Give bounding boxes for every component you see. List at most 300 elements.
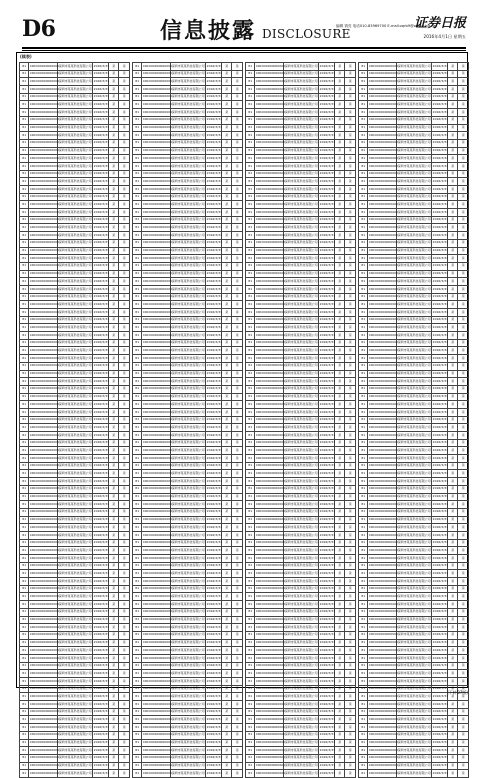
- table-cell: 深圳市某某科技有限公司: [284, 293, 319, 301]
- table-cell: 81: [20, 355, 29, 363]
- table-cell: CRC000000000000: [29, 731, 58, 739]
- table-cell: 是: [221, 393, 231, 401]
- table-cell: 是: [458, 370, 469, 378]
- table-cell: 深圳市某某科技有限公司: [284, 639, 319, 647]
- table-cell: 是: [221, 101, 231, 109]
- table-cell: 81: [359, 539, 368, 547]
- table-cell: CRC000000000000: [29, 355, 58, 363]
- table-cell: 是: [458, 209, 469, 217]
- table-cell: CRC000000000000: [29, 601, 58, 609]
- table-cell: 深圳市某某科技有限公司: [171, 270, 206, 278]
- table-cell: 是: [108, 116, 118, 124]
- table-cell: 深圳市某某科技有限公司: [171, 455, 206, 463]
- table-cell: CRC000000000000: [142, 678, 171, 686]
- table-row: [246, 347, 356, 355]
- table-cell: 是: [232, 562, 243, 570]
- table-cell: 深圳市某某科技有限公司: [58, 693, 93, 701]
- table-cell: 是: [232, 355, 243, 363]
- table-cell: 深圳市某某科技有限公司: [58, 63, 93, 71]
- table-cell: CRC000000000000: [142, 262, 171, 270]
- table-cell: 是: [108, 762, 118, 770]
- table-cell: 是: [232, 678, 243, 686]
- table-cell: 是: [108, 670, 118, 678]
- table-cell: 81: [246, 670, 255, 678]
- table-cell: 2016/3/31: [206, 708, 222, 716]
- table-cell: 是: [119, 101, 130, 109]
- table-cell: 2016/3/31: [206, 631, 222, 639]
- table-row: [20, 201, 130, 209]
- table-cell: 81: [133, 147, 142, 155]
- table-cell: 是: [458, 78, 469, 86]
- table-cell: 2016/3/31: [319, 585, 335, 593]
- table-cell: 是: [334, 93, 344, 101]
- table-cell: 81: [20, 393, 29, 401]
- table-cell: 深圳市某某科技有限公司: [58, 685, 93, 693]
- table-cell: 2016/3/31: [93, 170, 109, 178]
- table-cell: CRC000000000000: [255, 316, 284, 324]
- table-cell: 深圳市某某科技有限公司: [397, 424, 432, 432]
- table-cell: CRC000000000000: [368, 193, 397, 201]
- table-row: [359, 608, 469, 616]
- table-cell: 2016/3/31: [206, 547, 222, 555]
- table-cell: 深圳市某某科技有限公司: [284, 70, 319, 78]
- table-cell: 深圳市某某科技有限公司: [171, 239, 206, 247]
- table-cell: 是: [108, 270, 118, 278]
- table-cell: 81: [246, 209, 255, 217]
- table-cell: 是: [345, 424, 356, 432]
- table-cell: 是: [447, 332, 457, 340]
- table-cell: 2016/3/31: [93, 393, 109, 401]
- table-cell: 81: [133, 770, 142, 778]
- table-cell: 是: [221, 516, 231, 524]
- table-cell: 2016/3/31: [432, 539, 448, 547]
- table-cell: 81: [133, 116, 142, 124]
- table-cell: 2016/3/31: [206, 654, 222, 662]
- table-cell: 2016/3/31: [93, 455, 109, 463]
- table-cell: 2016/3/31: [93, 593, 109, 601]
- table-cell: 是: [232, 408, 243, 416]
- table-cell: CRC000000000000: [368, 101, 397, 109]
- table-cell: 81: [359, 247, 368, 255]
- table-cell: CRC000000000000: [142, 539, 171, 547]
- table-cell: 是: [334, 601, 344, 609]
- table-cell: CRC000000000000: [142, 708, 171, 716]
- table-cell: CRC000000000000: [255, 593, 284, 601]
- table-cell: 深圳市某某科技有限公司: [284, 747, 319, 755]
- table-cell: 81: [20, 647, 29, 655]
- table-cell: CRC000000000000: [255, 631, 284, 639]
- table-cell: 是: [108, 78, 118, 86]
- table-cell: 深圳市某某科技有限公司: [58, 155, 93, 163]
- table-cell: 是: [119, 224, 130, 232]
- table-cell: 是: [345, 262, 356, 270]
- table-cell: CRC000000000000: [29, 462, 58, 470]
- table-cell: 是: [119, 678, 130, 686]
- table-cell: 81: [359, 139, 368, 147]
- table-cell: 81: [359, 285, 368, 293]
- table-cell: 81: [359, 86, 368, 94]
- table-cell: 81: [133, 63, 142, 71]
- table-cell: CRC000000000000: [142, 293, 171, 301]
- table-cell: 深圳市某某科技有限公司: [171, 347, 206, 355]
- table-row: [20, 462, 130, 470]
- table-cell: 81: [246, 301, 255, 309]
- table-cell: CRC000000000000: [29, 201, 58, 209]
- table-cell: 81: [359, 401, 368, 409]
- table-cell: 深圳市某某科技有限公司: [397, 155, 432, 163]
- table-cell: 是: [232, 770, 243, 778]
- table-row: [20, 124, 130, 132]
- table-cell: 是: [221, 309, 231, 317]
- table-cell: CRC000000000000: [368, 724, 397, 732]
- table-cell: 是: [447, 631, 457, 639]
- table-cell: 深圳市某某科技有限公司: [58, 708, 93, 716]
- table-cell: 是: [221, 624, 231, 632]
- table-cell: 是: [221, 132, 231, 140]
- table-cell: 是: [345, 747, 356, 755]
- table-cell: 81: [133, 531, 142, 539]
- table-cell: 是: [447, 293, 457, 301]
- table-cell: 81: [20, 670, 29, 678]
- data-table: [245, 62, 356, 778]
- table-cell: 深圳市某某科技有限公司: [171, 739, 206, 747]
- table-cell: 2016/3/31: [206, 155, 222, 163]
- table-cell: 是: [232, 378, 243, 386]
- table-cell: 2016/3/31: [432, 662, 448, 670]
- table-cell: 是: [447, 578, 457, 586]
- table-cell: 深圳市某某科技有限公司: [284, 109, 319, 117]
- table-cell: CRC000000000000: [255, 693, 284, 701]
- table-cell: 2016/3/31: [206, 332, 222, 340]
- table-cell: 深圳市某某科技有限公司: [284, 393, 319, 401]
- table-cell: 81: [133, 631, 142, 639]
- table-cell: 是: [334, 324, 344, 332]
- table-cell: 是: [221, 124, 231, 132]
- table-cell: 81: [133, 301, 142, 309]
- table-cell: 深圳市某某科技有限公司: [171, 547, 206, 555]
- table-cell: CRC000000000000: [255, 339, 284, 347]
- table-row: [246, 747, 356, 755]
- table-cell: 深圳市某某科技有限公司: [397, 178, 432, 186]
- table-cell: 2016/3/31: [432, 216, 448, 224]
- table-cell: 是: [447, 109, 457, 117]
- table-row: [359, 301, 469, 309]
- table-cell: 是: [232, 216, 243, 224]
- table-cell: 是: [108, 362, 118, 370]
- table-cell: 81: [359, 593, 368, 601]
- table-cell: 81: [359, 378, 368, 386]
- table-cell: 是: [232, 285, 243, 293]
- table-cell: CRC000000000000: [142, 216, 171, 224]
- table-cell: 2016/3/31: [432, 639, 448, 647]
- table-cell: 81: [20, 70, 29, 78]
- table-cell: 是: [458, 309, 469, 317]
- table-cell: CRC000000000000: [255, 601, 284, 609]
- table-row: [359, 654, 469, 662]
- table-cell: 81: [246, 401, 255, 409]
- table-cell: 深圳市某某科技有限公司: [171, 186, 206, 194]
- table-cell: 81: [20, 447, 29, 455]
- table-cell: CRC000000000000: [29, 508, 58, 516]
- table-cell: 深圳市某某科技有限公司: [397, 316, 432, 324]
- table-cell: 2016/3/31: [206, 624, 222, 632]
- table-row: [20, 770, 130, 778]
- table-cell: 是: [345, 485, 356, 493]
- table-row: [20, 116, 130, 124]
- table-row: [133, 624, 243, 632]
- table-cell: 是: [221, 455, 231, 463]
- table-row: [20, 255, 130, 263]
- table-cell: 2016/3/31: [432, 362, 448, 370]
- table-cell: 2016/3/31: [93, 401, 109, 409]
- table-cell: 是: [108, 255, 118, 263]
- table-cell: 深圳市某某科技有限公司: [284, 616, 319, 624]
- table-cell: 81: [133, 162, 142, 170]
- table-cell: 2016/3/31: [93, 424, 109, 432]
- table-cell: 2016/3/31: [432, 693, 448, 701]
- table-row: [246, 716, 356, 724]
- table-cell: 是: [232, 647, 243, 655]
- table-cell: 是: [108, 624, 118, 632]
- table-cell: 是: [119, 747, 130, 755]
- table-cell: 81: [20, 562, 29, 570]
- table-row: [246, 316, 356, 324]
- table-row: [133, 324, 243, 332]
- table-cell: 81: [133, 385, 142, 393]
- table-cell: 2016/3/31: [206, 285, 222, 293]
- continued-on-next-page: (下转D7版): [447, 690, 468, 695]
- table-cell: 是: [221, 754, 231, 762]
- table-cell: 是: [232, 508, 243, 516]
- table-cell: CRC000000000000: [29, 139, 58, 147]
- table-row: [359, 547, 469, 555]
- table-cell: 是: [334, 301, 344, 309]
- table-cell: CRC000000000000: [142, 416, 171, 424]
- table-cell: 深圳市某某科技有限公司: [284, 647, 319, 655]
- table-cell: 深圳市某某科技有限公司: [397, 508, 432, 516]
- table-cell: 深圳市某某科技有限公司: [171, 493, 206, 501]
- table-cell: CRC000000000000: [368, 631, 397, 639]
- table-cell: 是: [447, 708, 457, 716]
- table-cell: CRC000000000000: [255, 255, 284, 263]
- table-cell: 2016/3/31: [319, 124, 335, 132]
- table-cell: 是: [334, 309, 344, 317]
- table-cell: CRC000000000000: [142, 693, 171, 701]
- table-cell: 81: [133, 224, 142, 232]
- table-cell: 2016/3/31: [206, 255, 222, 263]
- table-cell: CRC000000000000: [142, 408, 171, 416]
- table-cell: 81: [246, 593, 255, 601]
- table-cell: 2016/3/31: [319, 362, 335, 370]
- table-cell: 2016/3/31: [93, 255, 109, 263]
- table-cell: 81: [359, 347, 368, 355]
- table-row: [20, 239, 130, 247]
- table-cell: 81: [20, 524, 29, 532]
- table-cell: 深圳市某某科技有限公司: [58, 408, 93, 416]
- table-cell: 深圳市某某科技有限公司: [284, 255, 319, 263]
- table-cell: 深圳市某某科技有限公司: [171, 570, 206, 578]
- table-cell: 是: [334, 362, 344, 370]
- table-cell: 是: [447, 155, 457, 163]
- table-cell: 深圳市某某科技有限公司: [284, 385, 319, 393]
- table-row: [133, 724, 243, 732]
- table-cell: 是: [232, 209, 243, 217]
- table-row: [20, 416, 130, 424]
- table-cell: 81: [359, 385, 368, 393]
- table-cell: 2016/3/31: [432, 262, 448, 270]
- table-cell: CRC000000000000: [368, 209, 397, 217]
- table-cell: 是: [334, 316, 344, 324]
- table-cell: CRC000000000000: [29, 639, 58, 647]
- table-cell: 深圳市某某科技有限公司: [171, 201, 206, 209]
- table-cell: CRC000000000000: [29, 63, 58, 71]
- table-row: [359, 309, 469, 317]
- table-cell: 81: [133, 662, 142, 670]
- table-row: [246, 770, 356, 778]
- table-cell: 是: [108, 662, 118, 670]
- table-cell: 2016/3/31: [432, 178, 448, 186]
- table-cell: 2016/3/31: [319, 109, 335, 117]
- table-cell: 深圳市某某科技有限公司: [171, 762, 206, 770]
- table-row: [246, 708, 356, 716]
- table-cell: 是: [221, 193, 231, 201]
- table-cell: 深圳市某某科技有限公司: [284, 670, 319, 678]
- table-cell: 是: [232, 116, 243, 124]
- table-cell: 是: [119, 316, 130, 324]
- table-cell: 是: [232, 531, 243, 539]
- table-cell: CRC000000000000: [368, 539, 397, 547]
- table-row: [246, 455, 356, 463]
- table-cell: 是: [447, 316, 457, 324]
- table-row: [133, 155, 243, 163]
- table-cell: 2016/3/31: [319, 70, 335, 78]
- table-cell: 深圳市某某科技有限公司: [171, 731, 206, 739]
- table-cell: CRC000000000000: [142, 547, 171, 555]
- table-row: [20, 332, 130, 340]
- table-cell: 是: [108, 439, 118, 447]
- table-cell: 81: [133, 370, 142, 378]
- table-cell: 是: [119, 309, 130, 317]
- table-cell: 2016/3/31: [432, 355, 448, 363]
- table-cell: 81: [133, 578, 142, 586]
- table-row: [359, 493, 469, 501]
- table-cell: 是: [334, 262, 344, 270]
- table-cell: 深圳市某某科技有限公司: [284, 739, 319, 747]
- table-cell: 深圳市某某科技有限公司: [284, 432, 319, 440]
- table-cell: CRC000000000000: [368, 378, 397, 386]
- table-cell: CRC000000000000: [255, 662, 284, 670]
- table-cell: 是: [119, 685, 130, 693]
- table-cell: 深圳市某某科技有限公司: [58, 647, 93, 655]
- table-cell: 深圳市某某科技有限公司: [58, 193, 93, 201]
- table-row: [133, 747, 243, 755]
- table-cell: 是: [232, 485, 243, 493]
- table-cell: 81: [246, 232, 255, 240]
- table-row: [359, 170, 469, 178]
- table-cell: 深圳市某某科技有限公司: [397, 747, 432, 755]
- table-row: [246, 670, 356, 678]
- table-cell: 是: [447, 624, 457, 632]
- table-row: [359, 186, 469, 194]
- table-row: [359, 224, 469, 232]
- table-cell: 是: [232, 362, 243, 370]
- table-cell: 2016/3/31: [93, 316, 109, 324]
- table-cell: CRC000000000000: [255, 408, 284, 416]
- table-cell: 是: [334, 432, 344, 440]
- table-cell: 是: [108, 347, 118, 355]
- table-cell: 深圳市某某科技有限公司: [397, 278, 432, 286]
- table-cell: 是: [334, 524, 344, 532]
- table-cell: 2016/3/31: [432, 516, 448, 524]
- table-cell: 2016/3/31: [319, 724, 335, 732]
- table-cell: 是: [458, 585, 469, 593]
- table-cell: 2016/3/31: [206, 324, 222, 332]
- table-cell: 深圳市某某科技有限公司: [397, 370, 432, 378]
- table-cell: CRC000000000000: [29, 708, 58, 716]
- table-cell: 81: [133, 570, 142, 578]
- table-cell: CRC000000000000: [255, 262, 284, 270]
- table-cell: 是: [108, 470, 118, 478]
- table-cell: 2016/3/31: [319, 162, 335, 170]
- table-cell: 深圳市某某科技有限公司: [58, 447, 93, 455]
- table-cell: 2016/3/31: [319, 147, 335, 155]
- table-cell: 是: [221, 201, 231, 209]
- table-cell: 81: [246, 693, 255, 701]
- table-cell: CRC000000000000: [29, 224, 58, 232]
- table-cell: 81: [246, 647, 255, 655]
- table-cell: 是: [334, 555, 344, 563]
- table-cell: 81: [246, 585, 255, 593]
- table-cell: 是: [221, 63, 231, 71]
- table-cell: 是: [334, 293, 344, 301]
- table-cell: 是: [447, 616, 457, 624]
- table-cell: 81: [246, 724, 255, 732]
- table-cell: 深圳市某某科技有限公司: [284, 731, 319, 739]
- table-cell: 是: [221, 86, 231, 94]
- table-cell: 深圳市某某科技有限公司: [171, 754, 206, 762]
- table-cell: 深圳市某某科技有限公司: [397, 493, 432, 501]
- table-cell: 是: [221, 370, 231, 378]
- table-cell: CRC000000000000: [368, 516, 397, 524]
- table-cell: 是: [345, 647, 356, 655]
- table-cell: 2016/3/31: [206, 662, 222, 670]
- table-cell: 是: [119, 739, 130, 747]
- table-cell: 深圳市某某科技有限公司: [58, 478, 93, 486]
- table-cell: 是: [334, 654, 344, 662]
- table-cell: 深圳市某某科技有限公司: [58, 270, 93, 278]
- table-cell: 是: [221, 485, 231, 493]
- table-cell: 2016/3/31: [206, 370, 222, 378]
- table-cell: 深圳市某某科技有限公司: [397, 701, 432, 709]
- table-cell: 是: [458, 355, 469, 363]
- table-cell: CRC000000000000: [368, 647, 397, 655]
- table-cell: 2016/3/31: [432, 316, 448, 324]
- table-cell: 2016/3/31: [319, 485, 335, 493]
- table-cell: CRC000000000000: [29, 401, 58, 409]
- table-cell: 是: [345, 678, 356, 686]
- table-cell: 是: [447, 739, 457, 747]
- table-row: [246, 678, 356, 686]
- table-cell: 深圳市某某科技有限公司: [284, 531, 319, 539]
- table-cell: 2016/3/31: [93, 547, 109, 555]
- table-cell: 81: [20, 585, 29, 593]
- table-cell: 是: [108, 316, 118, 324]
- table-cell: 是: [345, 593, 356, 601]
- table-cell: 2016/3/31: [432, 439, 448, 447]
- table-cell: 是: [232, 124, 243, 132]
- table-cell: 是: [334, 139, 344, 147]
- table-cell: 是: [345, 531, 356, 539]
